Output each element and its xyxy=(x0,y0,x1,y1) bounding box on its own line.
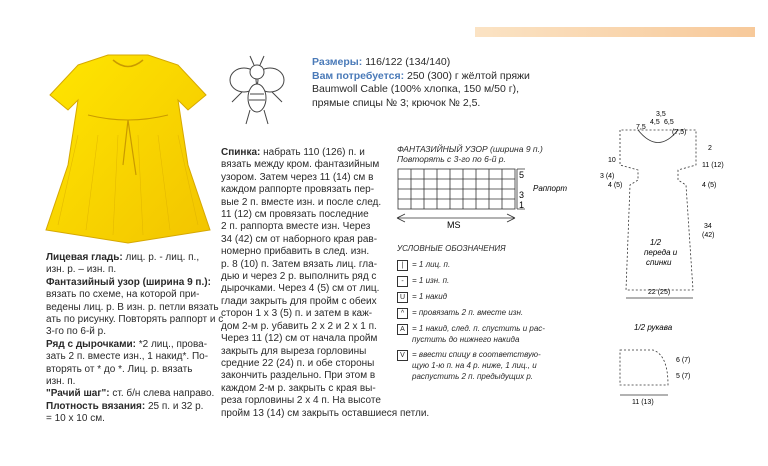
legend-text: = 1 лиц. п. xyxy=(412,260,451,269)
col1-line xyxy=(46,376,223,388)
col1-line xyxy=(46,277,223,289)
col2-text: р. 8 (10) п. Затем вязать лиц. гла- xyxy=(221,258,378,270)
legend-text: распустить 2 п. предыдущих р. xyxy=(412,372,534,381)
col1-line xyxy=(46,314,223,326)
col1-heading: "Рачий шаг": xyxy=(46,388,110,400)
dim-top-5: (7,5) xyxy=(672,129,687,136)
center-label-2: переда и xyxy=(644,248,678,257)
col1-line xyxy=(46,252,223,264)
legend-symbol-icon: A xyxy=(397,324,408,335)
col1-text: 3-го по 6-й р. xyxy=(46,326,107,338)
col2-text: дью и через 2 р. выполнить ряд с xyxy=(221,271,377,283)
col1-line xyxy=(46,289,223,301)
ms-label: MS xyxy=(447,220,461,230)
col2-text: Через 11 (12) см от начала пройм xyxy=(221,333,378,345)
legend-item xyxy=(397,324,545,335)
legend-symbol-icon: V xyxy=(397,350,408,361)
col1-line xyxy=(46,264,223,276)
col1-text: ведены лиц. р. В изн. р. петли вязать xyxy=(46,301,219,313)
col1-text: зать 2 п. вместе изн., 1 накид*. По- xyxy=(46,351,209,363)
col1-text: вторять от * до *. Лиц. р. вязать xyxy=(46,363,193,375)
dim-top-4: 7,5 xyxy=(636,124,646,131)
sizes-values: 116/122 (134/140) xyxy=(365,56,451,68)
dim-right-1: 2 xyxy=(708,145,712,152)
col1-heading: Фантазийный узор (ширина 9 п.): xyxy=(46,276,211,288)
pattern-scheme-grid xyxy=(397,168,568,232)
needles-line: прямые спицы № 3; крючок № 2,5. xyxy=(312,96,481,109)
legend-item xyxy=(397,276,449,287)
col2-line xyxy=(221,395,429,407)
col1-heading: Лицевая гладь: xyxy=(46,252,123,263)
col1-line xyxy=(46,339,223,351)
scheme-header xyxy=(397,144,543,164)
col2-text: 2 п. раппорта вместе изн. Через xyxy=(221,221,371,233)
instructions-column-1 xyxy=(46,252,223,426)
center-label-3: спинки xyxy=(646,258,672,267)
col2-text: сторон 1 х 3 (5) п. и затем в каж- xyxy=(221,308,373,320)
need-value: 250 (300) г жёлтой пряжи xyxy=(407,69,530,82)
col1-line xyxy=(46,413,223,425)
dress-illustration xyxy=(38,55,218,245)
col1-text: изн. п. xyxy=(46,376,76,388)
legend-item xyxy=(397,372,533,382)
col2-text: реза горловины 2 х 4 п. На высоте xyxy=(221,395,381,407)
need-label: Вам потребуется: xyxy=(312,69,405,82)
legend-text: пустить до нижнего накида xyxy=(412,335,520,344)
col1-line xyxy=(46,302,223,314)
col2-text: 34 (42) см от наборного края рав- xyxy=(221,233,378,245)
legend-symbol-icon: U xyxy=(397,292,408,303)
legend-block xyxy=(397,244,547,394)
col1-text: ать по рисунку. Повторять раппорт и с xyxy=(46,314,224,326)
sleeve-label: 1/2 рукава xyxy=(634,323,673,332)
col1-text: лиц. р. - лиц. п., xyxy=(122,252,200,263)
col2-text: каждом 2-м р. закрыть с края вы- xyxy=(221,382,376,394)
dim-bottom: 22 (25) xyxy=(648,289,671,296)
legend-text: = ввести спицу в соответствую- xyxy=(412,350,541,359)
row-label-1: 1 xyxy=(519,200,525,210)
legend-item xyxy=(397,350,541,361)
col2-text: вязать между кром. фантазийным xyxy=(221,159,380,171)
legend-symbol-icon: - xyxy=(397,276,408,287)
col1-text: вязать по схеме, на которой при- xyxy=(46,289,200,301)
legend-text: = 1 изн. п. xyxy=(412,276,450,285)
bee-icon xyxy=(222,52,292,132)
col2-text: средние 22 (24) п. и обе стороны xyxy=(221,357,375,369)
sleeve-dim-1: 6 (7) xyxy=(676,357,691,364)
col2-text: 11 (12) см провязать последние xyxy=(221,209,369,221)
row-label-5: 5 xyxy=(519,170,525,180)
col1-text: 25 п. и 32 р. xyxy=(145,400,204,412)
col1-text: ст. б/н слева направо. xyxy=(109,388,215,400)
row-label-3: 3 xyxy=(519,190,525,200)
center-label-1: 1/2 xyxy=(650,238,662,247)
col2-text: пройм 13 (14) см закрыть оставшиеся петли. xyxy=(221,407,430,419)
col2-text: набрать 110 (126) п. и xyxy=(260,147,365,158)
sleeve-dim-2: 5 (7) xyxy=(676,373,691,380)
legend-item xyxy=(397,292,447,303)
dim-right-5: (42) xyxy=(702,232,715,239)
col2-text: вые 2 п. вместе изн. и после след. xyxy=(221,196,382,208)
col2-text: закончить раздельно. При этом в xyxy=(221,370,376,382)
dim-top-1: 3,5 xyxy=(656,111,666,118)
dim-left-1: 10 xyxy=(608,157,616,164)
col2-text: номерно прибавить в след. изн. xyxy=(221,246,370,258)
col2-text: каждом раппорте провязать пер- xyxy=(221,184,375,196)
col1-line xyxy=(46,326,223,338)
dim-right-2: 11 (12) xyxy=(702,162,724,169)
legend-text: = провязать 2 п. вместе изн. xyxy=(412,308,524,317)
col2-text: глади закрыть для пройм с обеих xyxy=(221,295,377,307)
col1-text: изн. р. – изн. п. xyxy=(46,264,117,276)
rapport-label: Раппорт xyxy=(533,184,568,193)
dim-left-2: 3 (4) xyxy=(600,173,615,180)
legend-symbol-icon: | xyxy=(397,260,408,271)
dim-left-3: 4 (5) xyxy=(608,182,623,189)
dim-top-3: 6,5 xyxy=(664,119,674,126)
col1-line xyxy=(46,401,223,413)
scheme-title: ФАНТАЗИЙНЫЙ УЗОР (ширина 9 п.) xyxy=(397,144,543,154)
legend-text: = 1 накид xyxy=(412,292,448,301)
dim-top-2: 4,5 xyxy=(650,119,660,126)
col1-line xyxy=(46,351,223,363)
col2-text: закрыть для выреза горловины xyxy=(221,345,367,357)
col2-line xyxy=(221,408,429,420)
col1-heading: Ряд с дырочками: xyxy=(46,338,136,350)
col2-text: дырочками. Через 4 (5) см от лиц. xyxy=(221,283,380,295)
legend-item xyxy=(397,308,523,319)
scheme-subtitle: Повторять с 3-го по 6-й р. xyxy=(397,154,506,164)
legend-symbol-icon: ^ xyxy=(397,308,408,319)
col1-line xyxy=(46,388,223,400)
col2-text: узором. Затем через 11 (14) см в xyxy=(221,171,374,183)
col1-text: = 10 х 10 см. xyxy=(46,413,105,425)
col2-heading: Спинка: xyxy=(221,147,261,158)
col1-heading: Плотность вязания: xyxy=(46,400,146,412)
legend-title: УСЛОВНЫЕ ОБОЗНАЧЕНИЯ xyxy=(397,244,506,253)
legend-text: щую 1-ю п. на 4 р. ниже, 1 лиц., и xyxy=(412,361,537,370)
pattern-drawing xyxy=(598,110,763,410)
dim-right-3: 4 (5) xyxy=(702,182,717,189)
legend-text: = 1 накид, след. п. спустить и рас- xyxy=(412,324,545,333)
top-decor-bar xyxy=(475,27,755,37)
legend-item xyxy=(397,335,519,345)
legend-item xyxy=(397,260,450,271)
col1-line xyxy=(46,364,223,376)
sizes-block xyxy=(312,56,530,110)
col2-text: дом 2-м р. убавить 2 х 2 и 2 х 1 п. xyxy=(221,320,377,332)
sleeve-dim-3: 11 (13) xyxy=(632,399,654,406)
sizes-label: Размеры: xyxy=(312,56,363,68)
col1-text: *2 лиц., прова- xyxy=(135,338,208,350)
dim-right-4: 34 xyxy=(704,223,712,230)
legend-item xyxy=(397,361,537,371)
yarn-line: Baumwoll Cable (100% хлопка, 150 м/50 г), xyxy=(312,83,519,95)
